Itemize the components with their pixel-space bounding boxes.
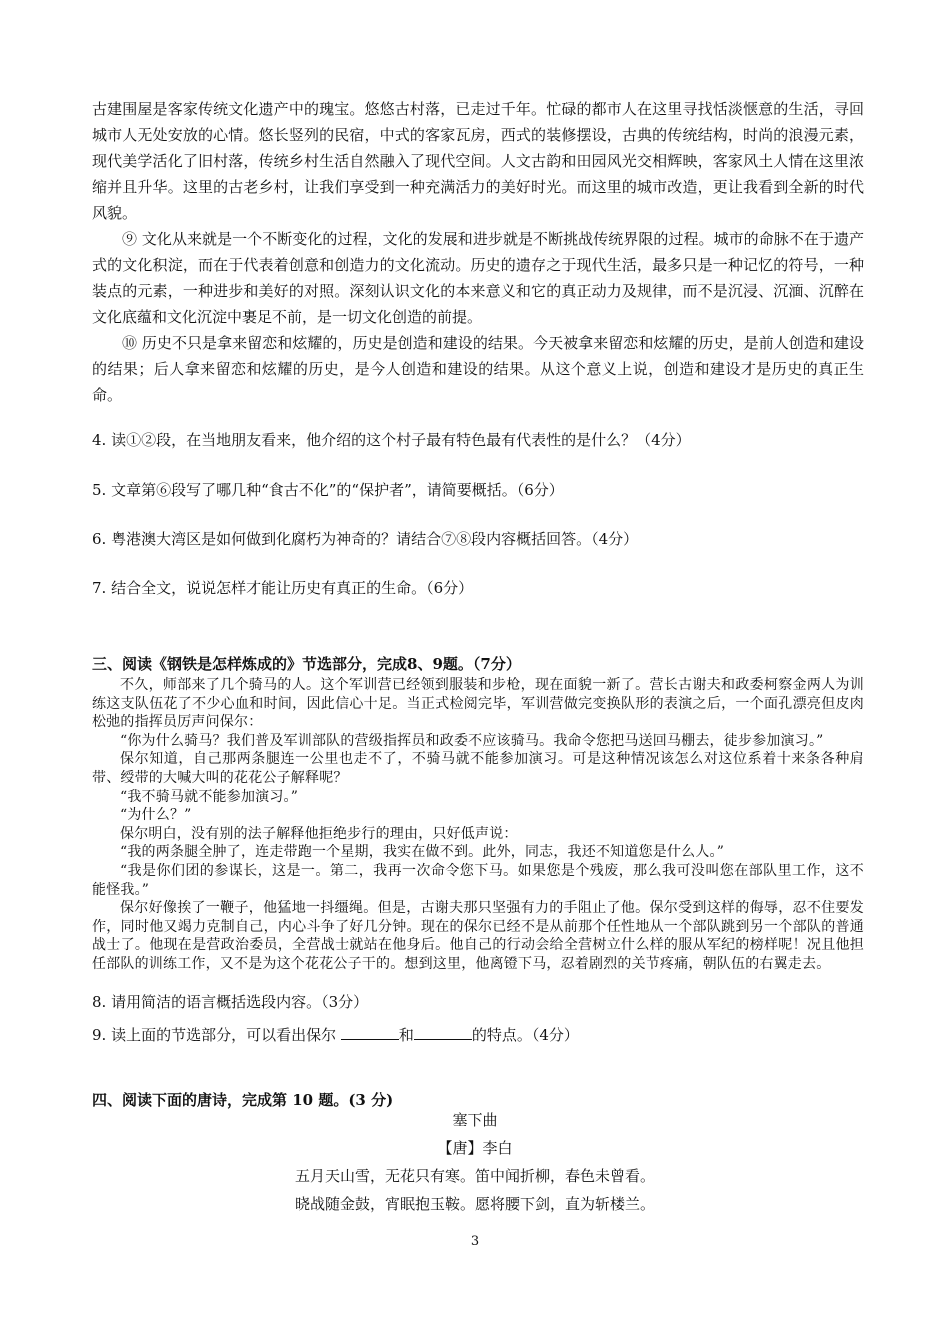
question-9 bbox=[92, 1025, 872, 1045]
novel-excerpt bbox=[92, 676, 864, 974]
question-5: 5. 文章第⑥段写了哪几种“食古不化”的“保护者”，请简要概括。（6分） bbox=[92, 481, 564, 499]
question-9-text-a: 9. 读上面的节选部分，可以看出保尔 bbox=[92, 1026, 341, 1044]
question-9-text-c: 的特点。（4分） bbox=[471, 1026, 579, 1044]
story-paragraph: “我的两条腿全肿了，连走带跑一个星期，我实在做不到。此外，同志，我还不知道您是什么人。” bbox=[120, 844, 725, 861]
question-8: 8. 请用简洁的语言概括选段内容。（3分） bbox=[92, 993, 369, 1011]
answer-blank-2[interactable] bbox=[414, 1025, 472, 1040]
story-paragraph: 保尔明白，没有别的法子解释他拒绝步行的理由，只好低声说： bbox=[120, 825, 518, 842]
question-4: 4. 读①②段，在当地朋友看来，他介绍的这个村子最有特色最有代表性的是什么？（4分） bbox=[92, 431, 691, 449]
story-paragraph: “你为什么骑马？我们普及军训部队的营级指挥员和政委不应该骑马。我命令您把马送回马棚去，徒步参加演习。” bbox=[120, 732, 824, 749]
poem-line-1: 五月天山雪，无花只有寒。笛中闻折柳，春色未曾看。 bbox=[294, 1167, 655, 1185]
question-7: 7. 结合全文，说说怎样才能让历史有真正的生命。（6分） bbox=[92, 579, 474, 597]
section-4-heading: 四、阅读下面的唐诗，完成第 10 题。(3 分) bbox=[92, 1091, 394, 1109]
story-paragraph: 保尔知道，自己那两条腿连一公里也走不了，不骑马就不能参加演习。可是这种情况该怎么对这位系着十来条各种肩带、绶带的大喊大叫的花花公子解释呢？ bbox=[92, 751, 864, 786]
question-9-text-b: 和 bbox=[398, 1026, 414, 1044]
paragraph-8-continued: 古建围屋是客家传统文化遗产中的瑰宝。悠悠古村落，已走过千年。忙碌的都市人在这里寻找恬淡惬意的生活，寻回城市人无处安放的心情。悠长竖列的民宿，中式的客家瓦房，西式的装修摆设，古典的传统结构，时尚的浪漫元素，现代美学活化了旧村落，传统乡村生活自然融入了现代空间。人文古韵和田园风光交相辉映，客家风土人情在这里浓缩并且升华。这里的古老乡村，让我们享受到一种充满活力的美好时光。而这里的城市改造，更让我看到全新的时代风貌。 bbox=[92, 100, 864, 222]
poem-title: 塞下曲 bbox=[452, 1111, 498, 1129]
story-paragraph: “我是你们团的参谋长，这是一。第二，我再一次命令您下马。如果您是个残废，那么我可没叫您在部队里工作，这不能怪我。” bbox=[92, 862, 864, 898]
story-paragraph: “我不骑马就不能参加演习。” bbox=[120, 788, 299, 805]
page-number: 3 bbox=[470, 1234, 480, 1249]
answer-blank-1[interactable] bbox=[341, 1025, 399, 1040]
paragraph-10: ⑩ 历史不只是拿来留恋和炫耀的，历史是创造和建设的结果。今天被拿来留恋和炫耀的历史，是前人创造和建设的结果；后人拿来留恋和炫耀的历史，是今人创造和建设的结果。从这个意义上说，创造和建设才是历史的真正生命。 bbox=[92, 334, 864, 404]
story-paragraph: 保尔好像挨了一鞭子，他猛地一抖缰绳。但是，古谢夫那只坚强有力的手阻止了他。保尔受到这样的侮辱，忍不住要发作，同时他又竭力克制自己，内心斗争了好几分钟。现在的保尔已经不是从前那个任性地从一个部队跳到另一个部队的普通战士了。他现在是营政治委员，全营战士就站在他身后。他自己的行动会给全营树立什么样的服从军纪的榜样呢！况且他担任部队的训练工作，又不是为这个花花公子干的。想到这里，他离镫下马，忍着剧烈的关节疼痛，朝队伍的右翼走去。 bbox=[92, 900, 864, 972]
section-3-heading: 三、阅读《钢铁是怎样炼成的》节选部分，完成8、9题。（7分） bbox=[92, 655, 521, 673]
poem-author: 【唐】李白 bbox=[437, 1139, 513, 1157]
story-paragraph: 不久，师部来了几个骑马的人。这个军训营已经领到服装和步枪，现在面貌一新了。营长古谢夫和政委柯察金两人为训练这支队伍花了不少心血和时间，因此信心十足。当正式检阅完毕，军训营做完变换队形的表演之后，一个面孔漂亮但皮肉松弛的指挥员厉声问保尔： bbox=[92, 677, 864, 731]
poem-line-2: 晓战随金鼓，宵眠抱玉鞍。愿将腰下剑，直为斩楼兰。 bbox=[294, 1195, 655, 1213]
story-paragraph: “为什么？” bbox=[120, 807, 192, 824]
question-6: 6. 粤港澳大湾区是如何做到化腐朽为神奇的？请结合⑦⑧段内容概括回答。（4分） bbox=[92, 530, 639, 548]
paragraph-9: ⑨ 文化从来就是一个不断变化的过程，文化的发展和进步就是不断挑战传统界限的过程。城市的命脉不在于遗产式的文化积淀，而在于代表着创意和创造力的文化流动。历史的遗存之于现代生活，最多只是一种记忆的符号，一种装点的元素，一种进步和美好的对照。深刻认识文化的本来意义和它的真正动力及规律，而不是沉浸、沉湎、沉醉在文化底蕴和文化沉淀中裹足不前，是一切文化创造的前提。 bbox=[92, 230, 864, 326]
passage-continuation bbox=[92, 96, 864, 408]
